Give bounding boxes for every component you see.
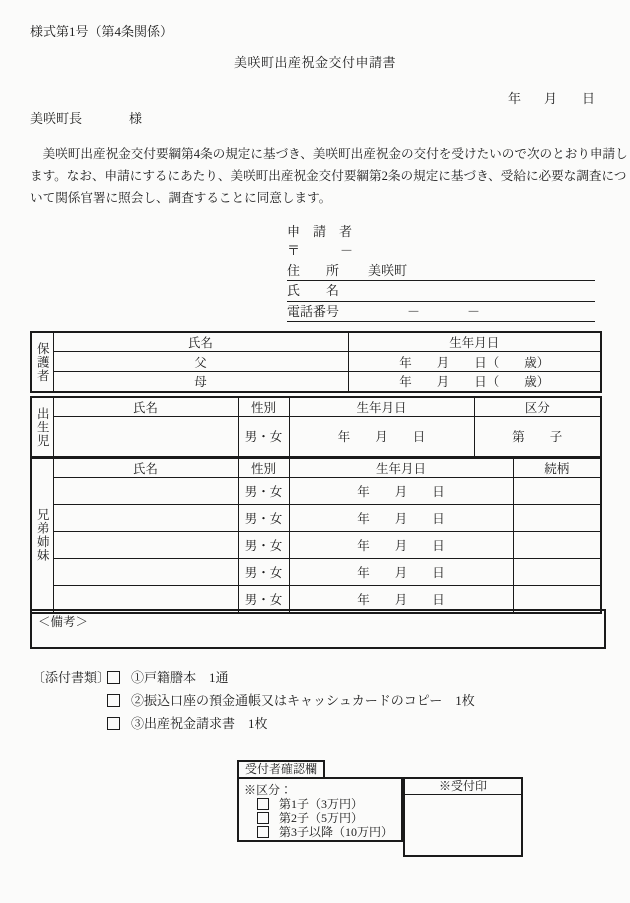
date-month-label: 月 [544,91,558,106]
reception-option-label: 第3子以降（10万円） [279,825,394,839]
page-title: 美咲町出産祝金交付申請書 [233,55,396,70]
sibling-sex-cell[interactable]: 男・女 [238,559,289,586]
checkbox-icon[interactable] [257,812,269,824]
date-day-label: 日 [582,91,596,106]
mother-relation-label: 母 [194,375,207,390]
sibling-birth-cell[interactable]: 年 月 日 [289,505,513,532]
applicant-block [287,222,595,322]
siblings-birth-header: 生年月日 [289,458,513,478]
mother-name-cell[interactable] [53,372,348,392]
sibling-sex-cell[interactable]: 男・女 [238,586,289,613]
newborn-name-header: 氏名 [53,397,238,417]
sibling-relation-cell[interactable] [513,559,601,586]
guardian-table [30,331,602,393]
reception-option [257,825,393,839]
sibling-name-cell[interactable] [53,559,238,586]
remarks-label: ＜備考＞ [38,615,89,629]
newborn-table [30,396,602,458]
reception-stamp-area[interactable] [405,795,521,854]
sibling-row [31,532,601,559]
sibling-name-cell[interactable] [53,505,238,532]
postal-mark: 〒 [287,243,301,259]
reception-category-label: ※区分： [244,783,293,797]
date-line [0,88,630,104]
sibling-row [31,559,601,586]
postal-code-field[interactable] [287,241,595,260]
address-label: 住 所 [287,262,340,278]
remarks-box[interactable] [30,609,606,649]
checkbox-icon[interactable] [107,717,120,730]
guardian-birth-header: 生年月日 [348,332,601,352]
body-paragraph-line: いて関係官署に照会し、調査することに同意します。 [30,191,332,205]
siblings-side-label: 兄弟姉妹 [31,458,53,613]
body-paragraph-line: 美咲町出産祝金交付要綱第4条の規定に基づき、美咲町出産祝金の交付を受けたいので次のとおり申請し [30,147,628,161]
sibling-name-cell[interactable] [53,532,238,559]
newborn-sex-cell[interactable]: 男・女 [238,417,289,457]
attachments-label: 〔添付書類〕 [32,670,111,685]
newborn-side-label: 出生児 [31,397,53,457]
addressee-name: 美咲町長 [30,111,83,126]
newborn-sex-header: 性別 [238,397,289,417]
siblings-sex-header: 性別 [238,458,289,478]
reception-option-label: 第2子（5万円） [279,811,364,825]
sibling-sex-cell[interactable]: 男・女 [238,505,289,532]
date-year-label: 年 [508,91,522,106]
reception-stamp-box [403,777,523,857]
addressee-honorific: 様 [129,111,143,126]
sibling-relation-cell[interactable] [513,505,601,532]
sibling-row [31,505,601,532]
address-value: 美咲町 [368,262,408,278]
addressee-line [30,108,142,127]
sibling-sex-cell[interactable]: 男・女 [238,478,289,505]
sibling-row [31,478,601,505]
reception-option [257,797,363,811]
body-paragraph-line: ます。なお、申請にするにあたり、美咲町出産祝金交付要綱第2条の規定に基づき、受給に必要な調査につ [30,169,627,183]
sibling-birth-cell[interactable]: 年 月 日 [289,478,513,505]
father-birth-cell[interactable]: 年 月 日（ 歳） [348,352,601,372]
attachment-item: ①戸籍謄本 1通 [131,670,229,685]
father-relation-label: 父 [194,355,207,370]
address-field[interactable] [287,261,595,281]
applicant-heading: 申 請 者 [287,224,353,239]
reception-category-box [237,777,403,842]
sibling-birth-cell[interactable]: 年 月 日 [289,586,513,613]
newborn-category-cell[interactable]: 第 子 [474,417,601,457]
mother-birth-cell[interactable]: 年 月 日（ 歳） [348,372,601,392]
checkbox-icon[interactable] [107,671,120,684]
name-label: 氏 名 [287,283,340,299]
phone-field[interactable] [287,302,595,322]
postal-separator: － [340,243,354,259]
form-number: 様式第1号（第4条関係） [30,24,174,39]
siblings-relation-header: 続柄 [513,458,601,478]
body-paragraph [30,143,628,209]
attachment-item: ③出産祝金請求書 1枚 [131,716,268,731]
sibling-sex-cell[interactable]: 男・女 [238,532,289,559]
siblings-name-header: 氏名 [53,458,238,478]
reception-tab-label: 受付者確認欄 [237,760,325,779]
sibling-relation-cell[interactable] [513,532,601,559]
reception-stamp-label: ※受付印 [405,779,521,795]
checkbox-icon[interactable] [257,826,269,838]
sibling-birth-cell[interactable]: 年 月 日 [289,559,513,586]
newborn-birth-header: 生年月日 [289,397,474,417]
phone-separator: － [407,303,421,319]
phone-label: 電話番号 [287,303,340,319]
name-field[interactable] [287,281,595,301]
sibling-relation-cell[interactable] [513,478,601,505]
attachment-item: ②振込口座の預金通帳又はキャッシュカードのコピー 1枚 [131,693,475,708]
newborn-birth-cell[interactable]: 年 月 日 [289,417,474,457]
guardian-name-header: 氏名 [53,332,348,352]
reception-option [257,811,363,825]
newborn-name-cell[interactable] [53,417,238,457]
siblings-table [30,457,602,614]
checkbox-icon[interactable] [257,798,269,810]
checkbox-icon[interactable] [107,694,120,707]
guardian-side-label: 保護者 [31,332,53,392]
sibling-birth-cell[interactable]: 年 月 日 [289,532,513,559]
phone-separator: － [467,303,481,319]
father-name-cell[interactable] [53,352,348,372]
reception-option-label: 第1子（3万円） [279,797,364,811]
sibling-name-cell[interactable] [53,478,238,505]
newborn-category-header: 区分 [474,397,601,417]
